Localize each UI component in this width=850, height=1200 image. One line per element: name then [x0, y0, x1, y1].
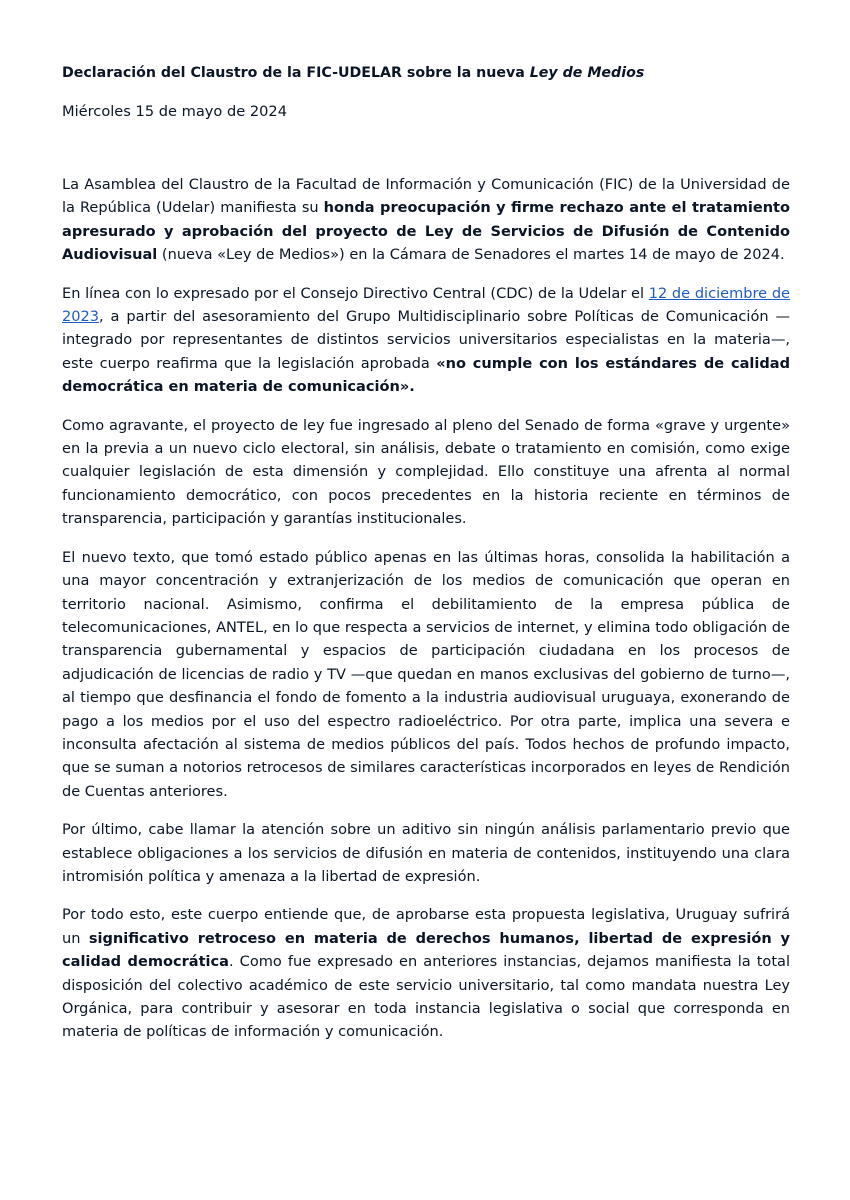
paragraph-5-text: Por último, cabe llamar la atención sobre un aditivo sin ningún análisis parlamentario previo que establece obligaciones a los servicios de difusión en materia de contenidos, instituyendo una clara intromisión política y amenaza a la libertad de expresión.: [62, 821, 790, 885]
document-title: [62, 62, 790, 84]
paragraph-2-text-b: , a partir del asesoramiento del Grupo Multidisciplinario sobre Políticas de Comunicación —integrado por representantes de distintos servicios universitarios especialistas en la materia—, este cuerpo reafirma que la legislación aprobada: [62, 308, 790, 372]
paragraph-1-bold: honda preocupación y firme rechazo ante el tratamiento apresurado y aprobación del proyecto de Ley de Servicios de Difusión de Contenido Audiovisual: [62, 199, 791, 264]
paragraph-6-text-a: Por todo esto, este cuerpo entiende que, de aprobarse esta propuesta legislativa, Uruguay sufrirá un: [62, 906, 790, 947]
paragraph-2-bold: «no cumple con los estándares de calidad democrática en materia de comunicación».: [62, 354, 791, 396]
paragraph-3-text: Como agravante, el proyecto de ley fue ingresado al pleno del Senado de forma «grave y urgente» en la previa a un nuevo ciclo electoral, sin análisis, debate o tratamiento en comisión, como exige cualquier legislación de esta dimensión y complejidad. Ello constituye una afrenta al normal funcionamiento democrático, con pocos precedentes en la historia reciente en términos de transparencia, participación y garantías institucionales.: [62, 416, 790, 528]
paragraph-6-text-b: . Como fue expresado en anteriores instancias, dejamos manifiesta la total disposición del colectivo académico de este servicio universitario, tal como mandata nuestra Ley Orgánica, para contribuir y asesorar en toda instancia legislativa o social que corresponda en materia de políticas de información y comunicación.: [62, 953, 790, 1041]
title-text: Declaración del Claustro de la FIC-UDELAR sobre la nueva: [62, 65, 530, 81]
document-date: Miércoles 15 de mayo de 2024: [62, 103, 288, 120]
paragraph-2-text-a: En línea con lo expresado por el Consejo Directivo Central (CDC) de la Udelar el: [62, 284, 649, 302]
paragraph-3: [62, 414, 790, 531]
paragraph-4: [62, 546, 790, 803]
paragraph-6: [62, 903, 790, 1043]
paragraph-1-text-b: (nueva «Ley de Medios») en la Cámara de Senadores el martes 14 de mayo de 2024.: [157, 246, 785, 264]
paragraph-1-text-a: La Asamblea del Claustro de la Facultad de Información y Comunicación (FIC) de la Universidad de la República (Udelar) manifiesta su: [62, 176, 790, 217]
paragraph-1: [62, 173, 790, 267]
paragraph-6-bold: significativo retroceso en materia de derechos humanos, libertad de expresión y calidad democrática: [62, 929, 790, 971]
cdc-date-link[interactable]: 12 de diciembre de 2023: [62, 284, 790, 326]
paragraph-4-text: El nuevo texto, que tomó estado público apenas en las últimas horas, consolida la habilitación a una mayor concentración y extranjerización de los medios de comunicación que operan en territorio nacional. Asimismo, confirma el debilitamiento de la empresa pública de telecomunicaciones, ANTEL, en lo que respecta a servicios de internet, y elimina todo obligación de transparencia gubernamental y espacios de participación ciudadana en los procesos de adjudicación de licencias de radio y TV —que quedan en manos exclusivas del gobierno de turno—, al tiempo que desfinancia el fondo de fomento a la industria audiovisual uruguaya, exonerando de pago a los medios por el uso del espectro radioeléctrico. Por otra parte, implica una severa e inconsulta afectación al sistema de medios públicos del país. Todos hechos de profundo impacto, que se suman a notorios retrocesos de similares características incorporados en leyes de Rendición de Cuentas anteriores.: [62, 548, 790, 800]
paragraph-2: [62, 282, 790, 399]
title-italic-text: Ley de Medios: [529, 65, 645, 81]
paragraph-5: [62, 818, 790, 888]
document-page: [62, 62, 790, 1044]
